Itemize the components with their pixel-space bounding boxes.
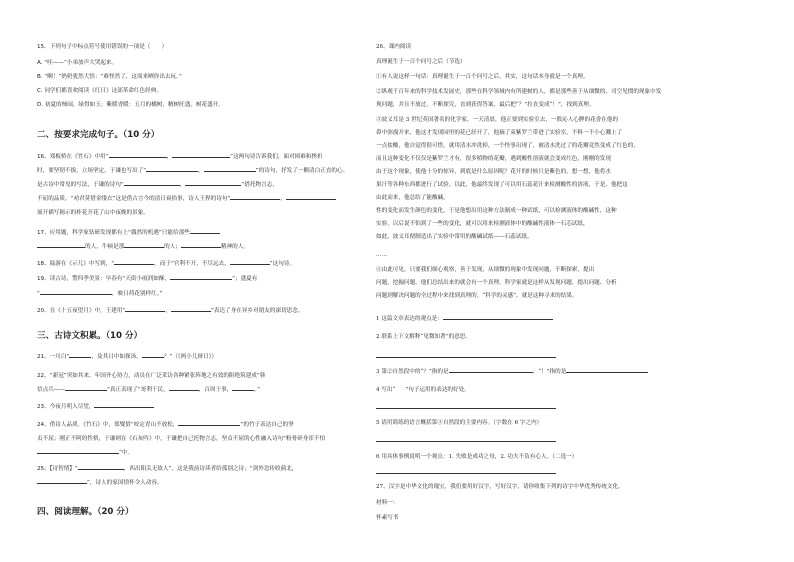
q16-line2: 时，要坚韧不拔，立场坚定。于谦也写出了“ ， ”的诗句，抒发了一颗清白正直的心。 [37,168,349,174]
q17-line1: 17、应用题，科学家钻研发现都有上“偶然的机遇”只能给那些 [37,230,220,237]
q26-title: 26、课内阅读 [376,44,412,50]
q16-line5: 展开描写揭示的桂花开花了山中夜晚的景象。 [37,210,149,216]
q26-para5-a: ④由此可见，只要我们细心观察，善于发现，从细微的现象中发现问题，不断探索，提出 [376,267,595,273]
q26-sub2-answer-line[interactable] [376,357,556,358]
q18-line1: 18、陆游在《示儿》中写到，“ ，而于“官利不开，不尽远去， ”这句诗。 [37,261,296,267]
q26-sub6-answer-line[interactable] [376,473,556,474]
q26-para2-b: 现问题，并且不放过，不断探究，直到获得答案，最后把“？”拉直变成“！”，找到真理。 [376,102,595,108]
q23-line1: 23、今夜月明人尽望， [37,404,154,411]
q26-para4-a: 性的变化而发生颜色的变化，于是他想出用这种方法制成一种试纸，可以检测液体的酸碱性，这种 [376,208,617,214]
q26-sub1: 1 这篇文章表达的观点是： [376,316,553,323]
q26-para4-b: 实验，以后说不怕到了一些的变化，就可以用来检测液体中的酸碱性液体一石芯试纸， [376,221,589,227]
q26-sub5-answer-line[interactable] [376,441,556,442]
q15-option-c: C. 同学们都喜欢阅读《红日》这部革命红色经典。 [37,88,162,94]
section-4-title: 四、阅读理解。（20 分） [37,507,134,517]
q26-passage-title: 真理诞生于一百个问号之后（节选） [376,59,466,65]
q24-line3: ”中。 [37,450,133,457]
q26-para3-d: 而且这种变化不仅仅是紫罗兰才有，很多植物的花瓣，遇到酸性溶液就会变成红色，刚刚的发现 [376,156,611,162]
q26-sub4-answer-line[interactable] [376,408,556,409]
q26-sub3: 3 第②自然段中的“？”指的是 ；“！”指的是 [376,369,648,376]
q26-para3-e: 由于这个现象，使他十分的惊异，到底是什么原因呢？花开的时候只是紫色的，想一想，他将水 [376,169,611,175]
q17-line2: 的人，牛顿是那 的人； 精神的人。 [37,244,249,251]
q27-title: 27、汉字是中华文化的瑰宝，我们要用好汉字，写好汉字，请你收集下列的诗字中华优秀传统文化。 [376,484,624,490]
q26-para5-b: 问题，挖掘问题，他们总结出来的就会有一个真理。科学家就是这样从发现问题、提出问题、分析 [376,280,617,286]
section-2-title: 二、按要求完成句子。（10 分） [37,130,160,140]
q22-line1: 22、“新冠”突如其来，年国齐心协力，动员在广泛采访各种紧张阵地之有效的阻绝筑建成“韩 [37,373,266,379]
q15-option-a: A. “哇——”小弟放声大哭起来。 [37,60,118,66]
q26-para3-b: 鼻中弥漫开来，他这才发现园里的花已经开了，他摘了束紫罗兰带进了实验室，不料一不小心溅上了 [376,130,623,136]
q25-line2: ”，诗人的家国情怀令人动容。 [37,480,163,487]
q27-material-1-title: 怀素写书 [376,515,399,521]
q25-line1: 25、【诗智情】“ ，西出阳关无故人”，这是我前诗读者给孤别之诗；“剑外忽传收蓟北， [37,466,298,472]
q26-sub4: 4 写出“ ”句子运用的表达的好处。 [376,387,470,393]
q22-line2: 信点兵—— ”真正表现了“哥利干民， ，百周于事， 。” [37,387,260,393]
q26-para4-c: 如此，波义耳便制造出了实验中常用的酸碱试纸——石蕊试纸。 [376,234,533,240]
q15-stem: 15、下列句子中标点符号使用错误的一项是（ ） [37,44,168,50]
q19-line1: 19、读古诗，警四季美景：早春有“天街小雨润如酥， ”；盛夏有 [37,276,258,282]
q20-line1: 20、在《十五夜望月》中，王建用“ ， ”表达了身在异乡对朋友的深切思念。 [37,308,304,314]
q27-material-1: 材料一： [376,500,399,506]
q15-option-d: D. 初夏的柿园，绿得如玉；紫暖香暖：五月的橘树，精树旺盛，树花盛开。 [37,102,224,108]
q24-line2: 贞不屈；刚正不阿的性格，于谦则在《石灰吟》中，于谦把自己托物言志，坚贞不屈的心性融入诗句“粉骨碎身浑不怕 [37,436,326,442]
q19-line2: “ ，映日荷花别样红。” [37,291,163,297]
q16-line4: 不屈的品质。“劝君莫惜金缕衣”这是借古言今的清日衰拾事，诗人王捍的诗句“ ， [37,196,336,203]
q26-para3-g: 由此而来，他总结了能酸碱， [376,195,449,201]
q24-line1: 24、借诗人品质。《竹石》中，郑燮借“咬定青山不放松， ”的竹子表达自己的坚 [37,422,294,428]
q26-sub2: 2 联系上下文解释“见微知著”的意思。 [376,334,471,340]
section-3-title: 三、古诗文积累。（10 分） [37,331,143,341]
q26-sub5: 5 请用简练的语言概括第③自然段的主要内容。（字数在 6 字之内） [376,420,543,426]
q26-sub6: 6 用具体事例说明一个观点：1. 失败是成功之母，2. 功夫不负有心人。（二选一） [376,454,578,460]
q26-para1: ①有人说这样一句话：真理诞生于一百个问号之后。其实，这句话本身就是一个真理。 [376,74,589,80]
q26-para5-c: 问题到解决问题的全过程中来找到真理的。“科学的灵感”，就是这种寻求的结果。 [376,293,578,299]
q26-ellipsis: …… [376,252,388,258]
q26-para3-f: 果汁等各种东西都进行了试验。以此，他最终发现了可以用石蕊花汁来检测酸性的溶液，于是，他把这 [376,182,628,188]
q26-para3-c: 一点盐酸，他自觉得很可惜，就用清水冲洗掉，一个怪事出现了，被清水洗过了的花瓣竟然变成了红色的， [376,143,639,149]
q26-para3-a: ③波义耳是 3 世纪英国著名的化学家。一天清晨，他正要到实验室去，一股沁人心脾的花香在他的 [376,117,619,123]
q16-line3: 是古诗中常见的写法，于谦的诗句“ ， ”借托物言志， [37,182,278,188]
q16-line1: 16、郑板桥在《竹石》中用“ ， ”这两句诗告诉我们，面对困难和挫折 [37,154,323,160]
q15-option-b: B. “啊！”奶奶犹然大悟：“难怪然了，这周来晒你出去玩。” [37,74,182,80]
q21-line1: 21、一川白“ ，及其日中如探汤， ？”（《两小儿辩日》） [37,354,218,360]
q26-para2-a: ②纵观千百年来的科学技术发展史，那些在科学领域内有所建树的人，都是那些善于从细微的、司空见惯的现象中发 [376,89,662,95]
